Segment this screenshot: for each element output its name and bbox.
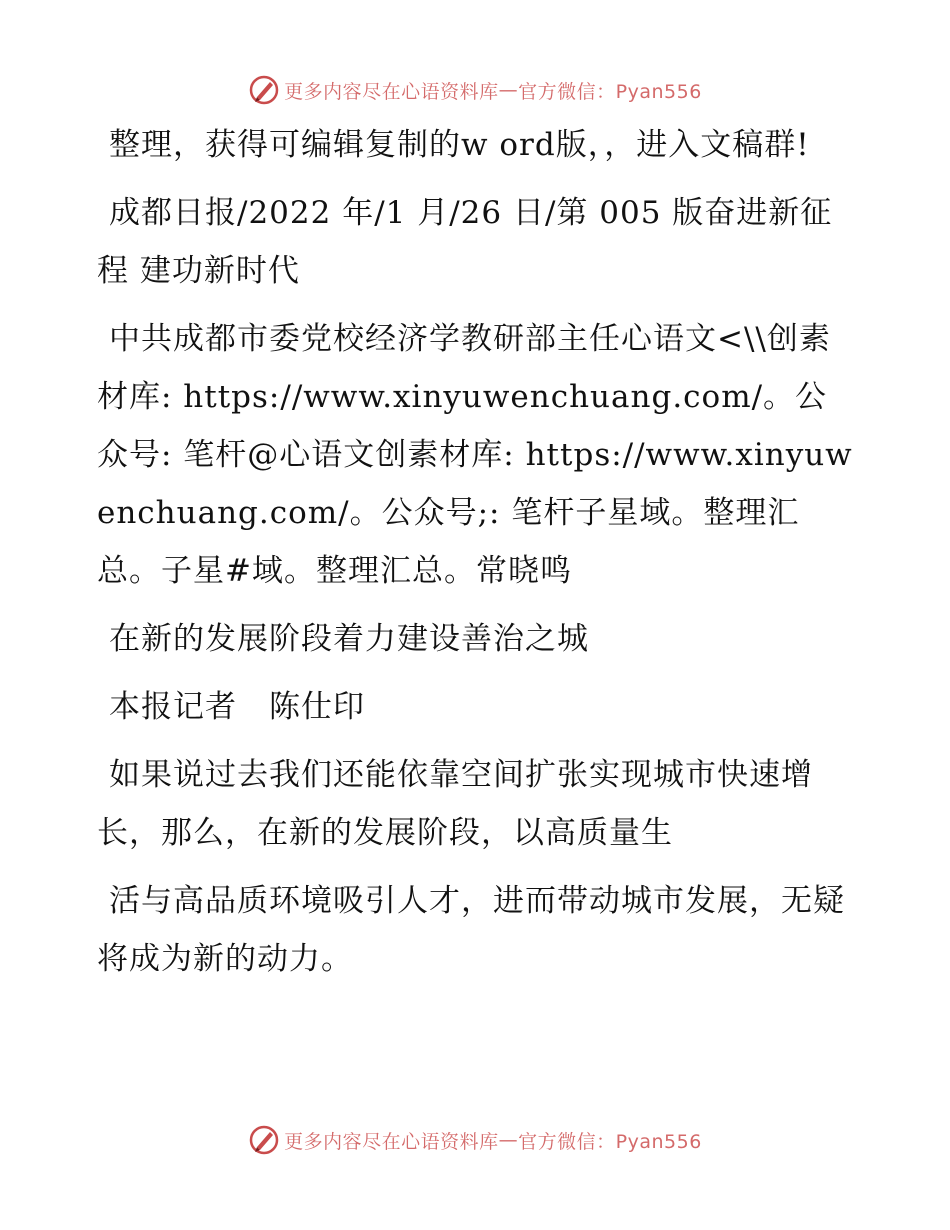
banner-main-text: 更多内容尽在心语资料库 <box>284 1130 499 1153</box>
banner-separator: — <box>498 79 519 101</box>
paragraph-intro: 整理，获得可编辑复制的w ord版，，进入文稿群! <box>109 127 810 163</box>
banner-wechat-text: 官方微信：Pyan556 <box>518 80 702 103</box>
reporter-line: 本报记者 陈仕印 <box>109 689 365 725</box>
footer-banner <box>0 1120 950 1160</box>
pen-logo-icon <box>248 74 280 106</box>
document-body <box>97 116 857 998</box>
banner-main-text: 更多内容尽在心语资料库 <box>284 80 499 103</box>
header-banner <box>0 70 950 110</box>
article-title: 在新的发展阶段着力建设善治之城 <box>109 621 589 657</box>
paragraph-body-2: 活与高品质环境吸引人才，进而带动城市发展，无疑将成为新的动力。 <box>97 883 845 977</box>
paragraph-author: 中共成都市委党校经济学教研部主任心语文<\\创素材库: https://www.xinyuwenchuang.com/。公众号: 笔杆@心语文创素材库: https://www.xinyuwenchuang.com/。公众号;: 笔杆子星域。整理汇总。子星#域。整理汇总。常晓鸣 <box>97 321 853 589</box>
banner-separator: — <box>498 1129 519 1151</box>
banner-wechat-text: 官方微信：Pyan556 <box>518 1130 702 1153</box>
paragraph-body-1: 如果说过去我们还能依靠空间扩张实现城市快速增长，那么，在新的发展阶段，以高质量生 <box>97 757 813 851</box>
paragraph-source: 成都日报/2022 年/1 月/26 日/第 005 版奋进新征程 建功新时代 <box>97 195 833 289</box>
pen-logo-icon <box>248 1124 280 1156</box>
